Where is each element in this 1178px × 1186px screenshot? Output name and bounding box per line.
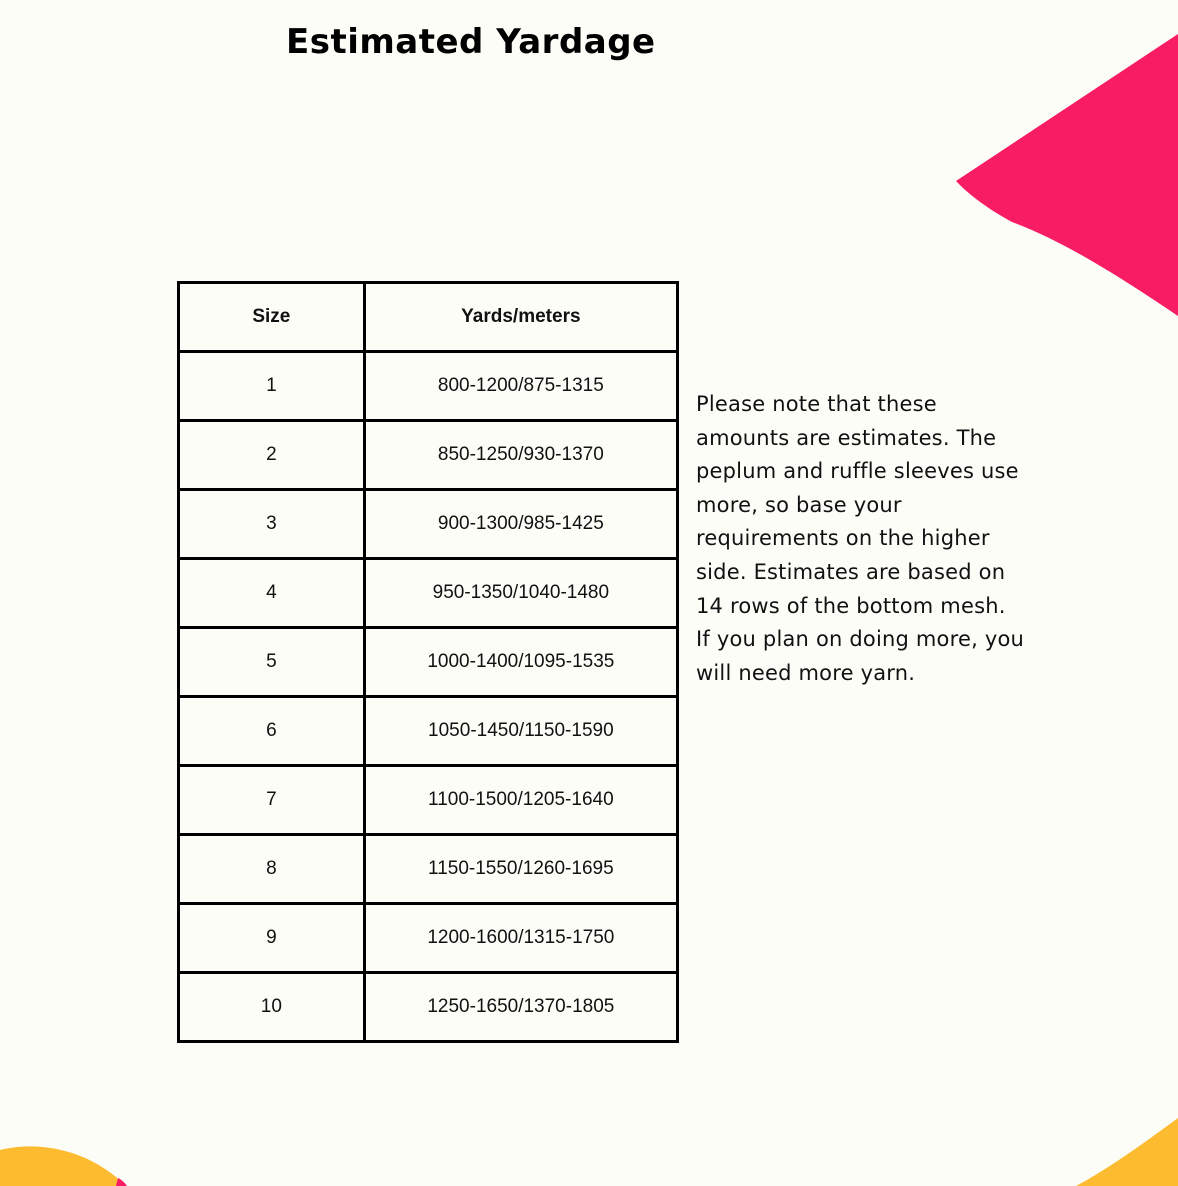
size-cell: 10: [179, 973, 365, 1042]
table-row: [179, 697, 678, 766]
table-header-row: [179, 283, 678, 352]
size-cell: 1: [179, 352, 365, 421]
size-cell: 2: [179, 421, 365, 490]
pink-sliver-left: [116, 1178, 127, 1186]
yards-cell: 850-1250/930-1370: [364, 421, 677, 490]
size-cell: 9: [179, 904, 365, 973]
yellow-corner-shape-right: [1076, 1118, 1178, 1186]
yards-cell: 900-1300/985-1425: [364, 490, 677, 559]
size-cell: 6: [179, 697, 365, 766]
yards-cell: 800-1200/875-1315: [364, 352, 677, 421]
table-row: [179, 835, 678, 904]
size-cell: 5: [179, 628, 365, 697]
table-row: [179, 904, 678, 973]
yards-cell: 1250-1650/1370-1805: [364, 973, 677, 1042]
yards-cell: 1150-1550/1260-1695: [364, 835, 677, 904]
table-row: [179, 973, 678, 1042]
size-column-header: Size: [179, 283, 365, 352]
yards-column-header: Yards/meters: [364, 283, 677, 352]
pink-triangle-shape: [956, 34, 1178, 316]
table-row: [179, 490, 678, 559]
yards-cell: 950-1350/1040-1480: [364, 559, 677, 628]
yardage-table: [177, 281, 679, 1043]
table-row: [179, 628, 678, 697]
table-row: [179, 559, 678, 628]
yellow-corner-shape-left: [0, 1146, 126, 1186]
size-cell: 7: [179, 766, 365, 835]
yards-cell: 1050-1450/1150-1590: [364, 697, 677, 766]
size-cell: 8: [179, 835, 365, 904]
table-row: [179, 766, 678, 835]
yards-cell: 1100-1500/1205-1640: [364, 766, 677, 835]
estimate-note: Please note that these amounts are estimates. The peplum and ruffle sleeves use more, so base your requirements on the higher side. Estimates are based on 14 rows of the bottom mesh. If you plan on doing more, you will need more yarn.: [696, 392, 1025, 685]
table-row: [179, 421, 678, 490]
size-cell: 4: [179, 559, 365, 628]
page-title: Estimated Yardage: [286, 22, 656, 62]
yards-cell: 1200-1600/1315-1750: [364, 904, 677, 973]
table-row: [179, 352, 678, 421]
yards-cell: 1000-1400/1095-1535: [364, 628, 677, 697]
size-cell: 3: [179, 490, 365, 559]
